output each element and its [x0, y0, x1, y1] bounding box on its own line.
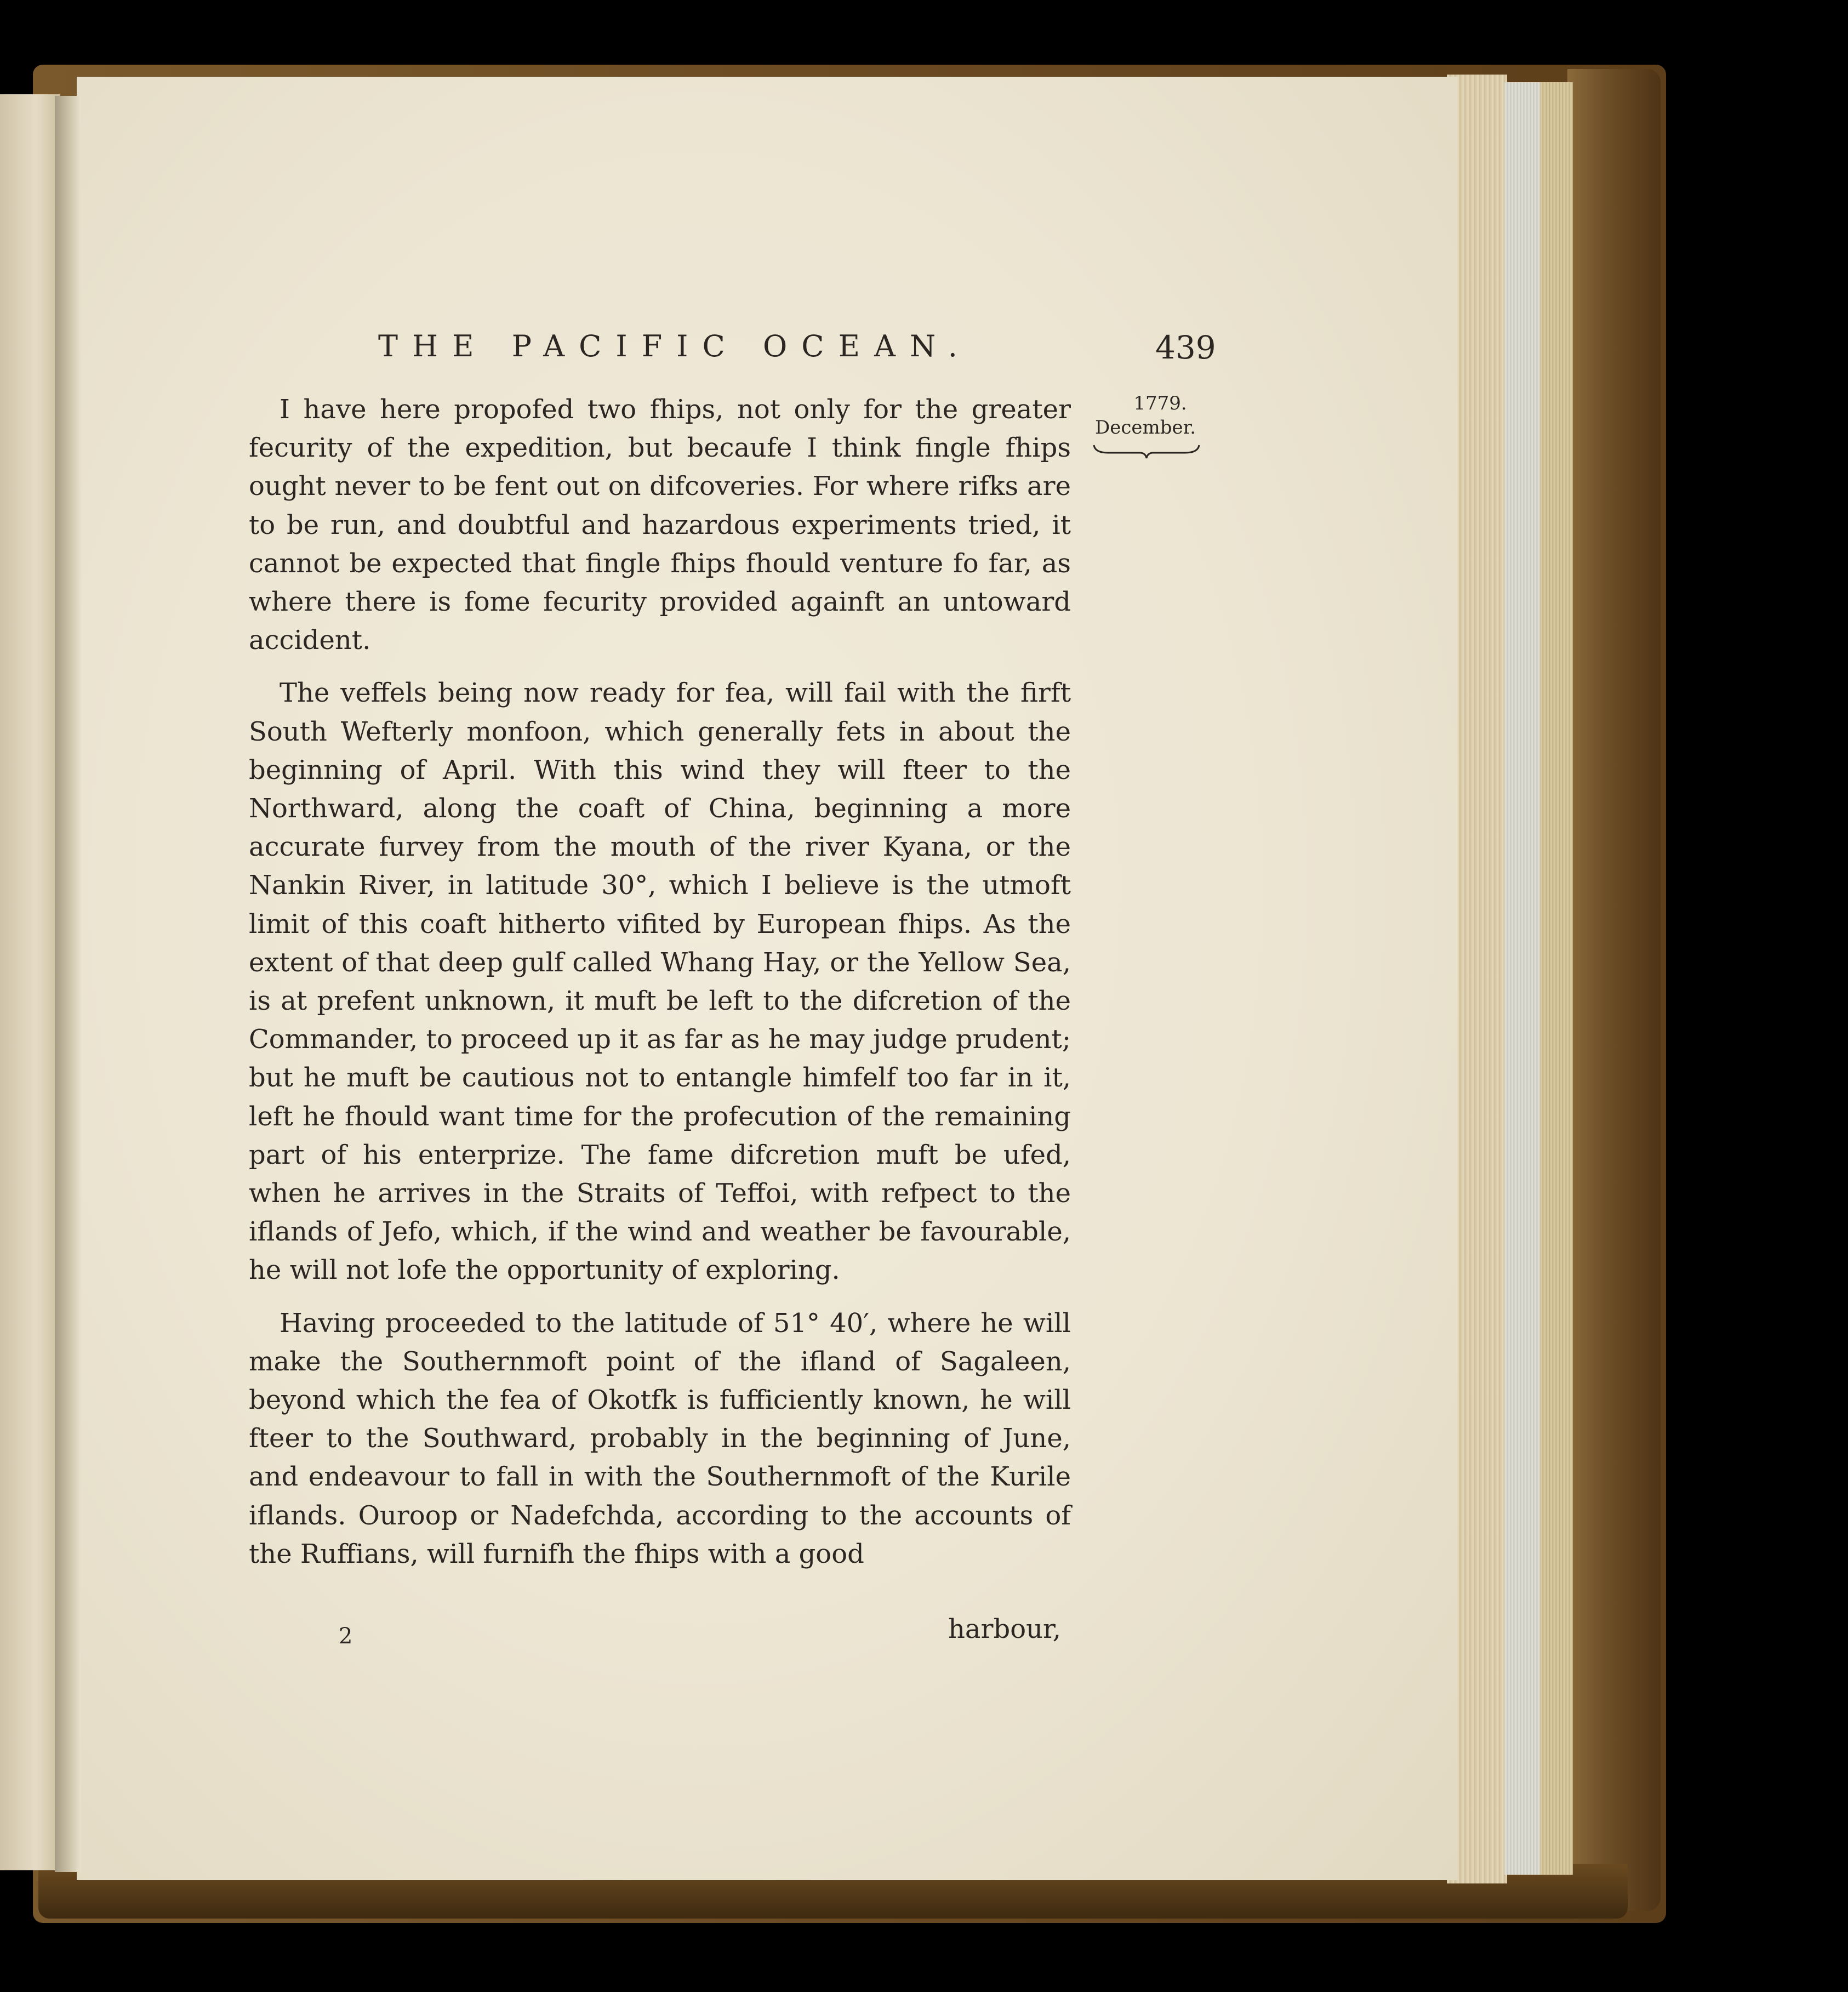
page-number: 439 — [1155, 329, 1216, 366]
page-block-edges-inner — [1504, 82, 1543, 1875]
book-cover-edge — [1567, 69, 1661, 1911]
facing-page-edge — [0, 94, 60, 1870]
page-block-edges-outer — [1540, 82, 1573, 1875]
paragraph-1: I have here propofed two fhips, not only for the greater fecurity of the expedition, but becaufe I think fingle fhips ought never to be fent out on difcoveries. For where rifks are to be run, and doubtful and hazardous experiments tried, it cannot be expected that fingle fhips fhould venture fo far, as where there is fome fecurity provided againft an untoward accident. — [249, 394, 1071, 656]
body-text — [249, 390, 1071, 1573]
margin-note-year: 1779. — [1133, 392, 1187, 414]
paragraph-2: The veffels being now ready for fea, will fail with the firft South Wefterly monfoon, which generally fets in about the beginning of April. With this wind they will fteer to the Northward, along the coaft of China, beginning a more accurate furvey from the mouth of the river Kyana, or the Nankin River, in latitude 30°, which I believe is the utmoft limit of this coaft hitherto vifited by European fhips. As the extent of that deep gulf called Whang Hay, or the Yellow Sea, is at prefent unknown, it muft be left to the difcretion of the Commander, to proceed up it as far as he may judge prudent; but he muft be cautious not to entangle himfelf too far in it, left he fhould want time for the profecution of the remaining part of his enterprize. The fame difcretion muft be ufed, when he arrives in the Straits of Teffoi, with refpect to the iflands of Jefo, which, if the wind and weather be favourable, he will not lofe the opportunity of exploring. — [249, 678, 1071, 1286]
margin-brace-icon — [1092, 443, 1201, 459]
signature-mark: 2 — [339, 1624, 353, 1649]
catchword: harbour, — [948, 1614, 1061, 1644]
book-gutter — [55, 96, 81, 1872]
paragraph-3: Having proceeded to the latitude of 51° 40′, where he will make the Southernmoft point of the ifland of Sagaleen, beyond which the fea of Okotfk is fufficiently known, he will fteer to the Southward, probably in the beginning of June, and endeavour to fall in with the Southernmoft of the Kurile iflands. Ouroop or Nadefchda, according to the accounts of the Ruffians, will furnifh the fhips with a good — [249, 1307, 1071, 1569]
margin-note-month: December. — [1095, 417, 1196, 439]
running-head: THE PACIFIC OCEAN. — [378, 329, 972, 363]
